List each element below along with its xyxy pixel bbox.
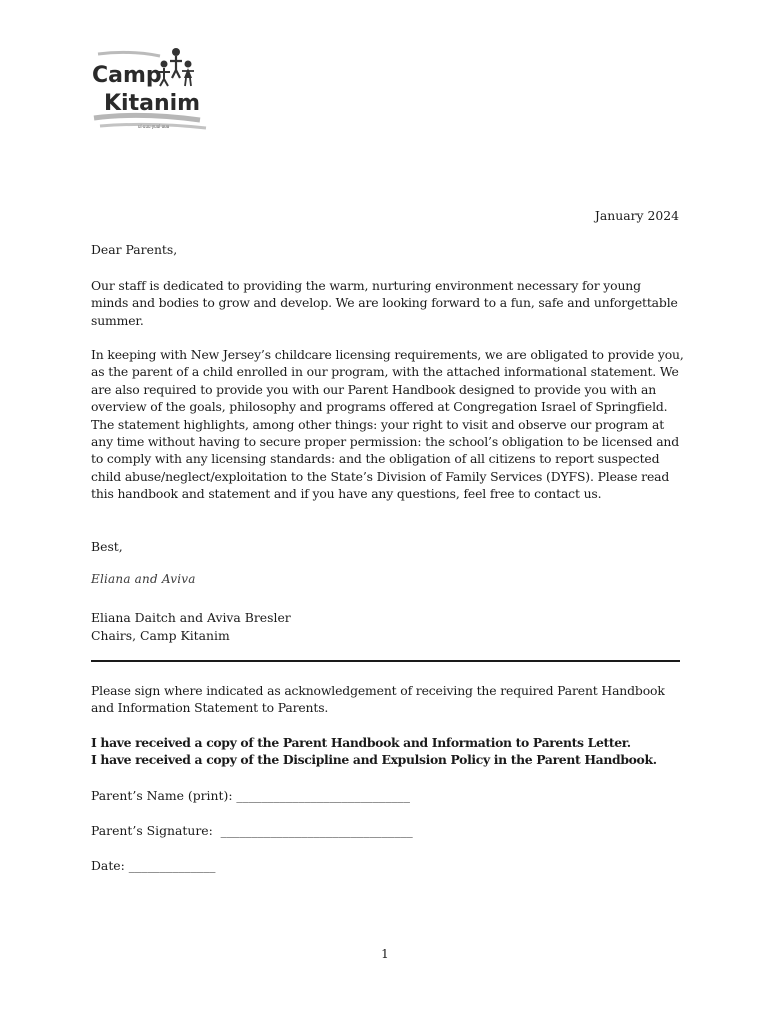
paragraph-line: The statement highlights, among other things: your right to visit and observe our program at — [91, 416, 665, 432]
letter-date: January 2024 — [594, 208, 679, 223]
closing: Best, — [91, 539, 123, 554]
signer-title: Chairs, Camp Kitanim — [91, 628, 230, 643]
logo-line2: Kitanim — [104, 91, 201, 116]
paragraph-line: are also required to provide you with our Parent Handbook designed to provide you with an — [91, 381, 657, 397]
paragraph-line: any time without having to secure proper permission: the school’s obligation to be licensed and — [91, 434, 680, 450]
acknowledgement-intro — [91, 682, 691, 717]
acknowledgement-statements — [91, 734, 691, 769]
logo-line1: Camp — [92, 63, 162, 88]
paragraph-intro — [91, 277, 691, 329]
parent-signature-field[interactable]: Parent’s Signature: _______________________________ — [91, 823, 413, 838]
paragraph-line: summer. — [91, 312, 144, 328]
parent-name-field[interactable]: Parent’s Name (print): ____________________________ — [91, 788, 410, 803]
paragraph-line: minds and bodies to grow and develop. We are looking forward to a fun, safe and unforgettable — [91, 295, 678, 311]
statement-handbook: I have received a copy of the Parent Handbook and Information to Parents Letter. — [91, 735, 631, 750]
paragraph-requirements — [91, 346, 691, 503]
paragraph-line: child abuse/neglect/exploitation to the State’s Division of Family Services (DYFS). Please read — [91, 468, 670, 484]
page-number: 1 — [381, 947, 389, 961]
paragraph-line: to comply with any licensing standards: and the obligation of all citizens to report suspected — [91, 451, 660, 467]
signer-names: Eliana Daitch and Aviva Bresler — [91, 610, 291, 625]
camp-kitanim-logo — [90, 44, 212, 134]
salutation: Dear Parents, — [91, 242, 178, 257]
handwritten-signature: Eliana and Aviva — [91, 572, 196, 586]
section-divider — [91, 660, 680, 662]
date-field[interactable]: Date: ______________ — [91, 858, 216, 873]
paragraph-line: as the parent of a child enrolled in our program, with the attached informational statement. We — [91, 364, 679, 380]
logo-tagline: ui·uuu·yuui·uuu — [138, 124, 170, 129]
paragraph-line: this handbook and statement and if you have any questions, feel free to contact us. — [91, 486, 602, 502]
children-figures-icon — [90, 44, 212, 134]
paragraph-line: Please sign where indicated as acknowledgement of receiving the required Parent Handbook — [91, 683, 665, 698]
paragraph-line: In keeping with New Jersey’s childcare licensing requirements, we are obligated to provide you, — [91, 347, 684, 362]
paragraph-line: and Information Statement to Parents. — [91, 700, 329, 716]
paragraph-line: overview of the goals, philosophy and programs offered at Congregation Israel of Springfield. — [91, 399, 668, 415]
paragraph-line: Our staff is dedicated to providing the warm, nurturing environment necessary for young — [91, 278, 641, 293]
statement-discipline: I have received a copy of the Discipline and Expulsion Policy in the Parent Handbook. — [91, 752, 657, 768]
